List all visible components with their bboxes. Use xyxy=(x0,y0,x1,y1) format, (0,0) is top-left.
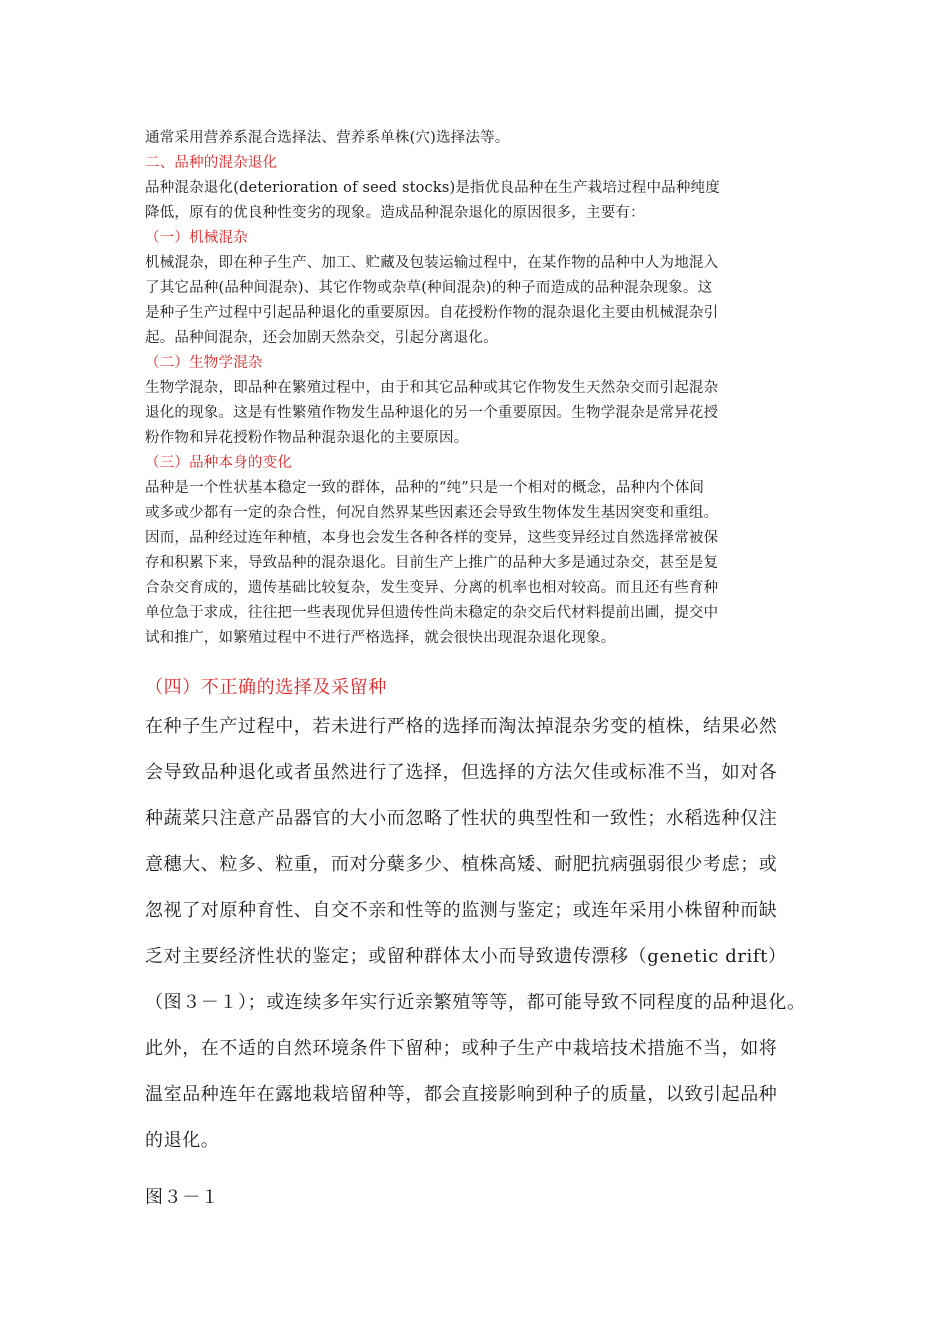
sub4-line-5: 忽视了对原种育性、自交不亲和性等的监测与鉴定；或连年采用小株留种而缺 xyxy=(145,900,778,921)
sub3-line-7: 试和推广，如繁殖过程中不进行严格选择，就会很快出现混杂退化现象。 xyxy=(145,630,616,646)
sub4-line-8: 此外，在不适的自然环境条件下留种；或种子生产中栽培技术措施不当，如将 xyxy=(145,1038,778,1059)
subsection-title-variety-change: （三）品种本身的变化 xyxy=(145,455,292,471)
section2-line-1: 品种混杂退化(deterioration of seed stocks)是指优良品种在生产栽培过程中品种纯度 xyxy=(145,180,720,196)
sub4-line-1: 在种子生产过程中，若未进行严格的选择而淘汰掉混杂劣变的植株，结果必然 xyxy=(145,716,778,737)
sub3-line-4: 存和积累下来，导致品种的混杂退化。目前生产上推广的品种大多是通过杂交，甚至是复 xyxy=(145,555,719,571)
subsection-title-mechanical-mixture: （一）机械混杂 xyxy=(145,230,248,246)
sub4-line-4: 意穗大、粒多、粒重，而对分蘖多少、植株高矮、耐肥抗病强弱很少考虑；或 xyxy=(145,854,778,875)
sub1-line-1: 机械混杂，即在种子生产、加工、贮藏及包装运输过程中，在某作物的品种中人为地混入 xyxy=(145,255,719,271)
sub4-line-7: （图３－１）；或连续多年实行近亲繁殖等等，都可能导致不同程度的品种退化。 xyxy=(145,992,806,1013)
sub2-line-3: 粉作物和异花授粉作物品种混杂退化的主要原因。 xyxy=(145,430,469,446)
sub3-line-1: 品种是一个性状基本稳定一致的群体，品种的“纯”只是一个相对的概念，品种内个体间 xyxy=(145,480,705,496)
sub3-line-5: 合杂交育成的，遗传基础比较复杂，发生变异、分离的机率也相对较高。而且还有些育种 xyxy=(145,580,719,596)
sub4-line-9: 温室品种连年在露地栽培留种等，都会直接影响到种子的质量，以致引起品种 xyxy=(145,1084,778,1105)
sub1-line-2: 了其它品种(品种间混杂)、其它作物或杂草(种间混杂)的种子而造成的品种混杂现象。这 xyxy=(145,280,713,296)
figure-label: 图３－１ xyxy=(145,1187,220,1208)
sub1-line-3: 是种子生产过程中引起品种退化的重要原因。自花授粉作物的混杂退化主要由机械混杂引 xyxy=(145,305,719,321)
sub4-line-3: 种蔬菜只注意产品器官的大小而忽略了性状的典型性和一致性；水稻选种仅注 xyxy=(145,808,778,829)
intro-line: 通常采用营养系混合选择法、营养系单株(穴)选择法等。 xyxy=(145,130,510,146)
sub4-line-2: 会导致品种退化或者虽然进行了选择，但选择的方法欠佳或标准不当，如对各 xyxy=(145,762,778,783)
sub3-line-6: 单位急于求成，往往把一些表现优异但遗传性尚未稳定的杂交后代材料提前出圃，提交中 xyxy=(145,605,719,621)
sub2-line-2: 退化的现象。这是有性繁殖作物发生品种退化的另一个重要原因。生物学混杂是常异花授 xyxy=(145,405,719,421)
subsection-title-biological-mixture: （二）生物学混杂 xyxy=(145,355,263,371)
subsection-title-improper-selection: （四）不正确的选择及采留种 xyxy=(145,677,387,698)
sub3-line-2: 或多或少都有一定的杂合性，何况自然界某些因素还会导致生物体发生基因突变和重组。 xyxy=(145,505,719,521)
sub3-line-3: 因而，品种经过连年种植，本身也会发生各种各样的变异，这些变异经过自然选择常被保 xyxy=(145,530,719,546)
sub1-line-4: 起。品种间混杂，还会加剧天然杂交，引起分离退化。 xyxy=(145,330,498,346)
section2-line-2: 降低，原有的优良种性变劣的现象。造成品种混杂退化的原因很多，主要有： xyxy=(145,205,645,221)
sub4-line-6: 乏对主要经济性状的鉴定；或留种群体太小而导致遗传漂移（genetic drift） xyxy=(145,946,787,967)
large-text-block xyxy=(145,704,825,1164)
sub2-line-1: 生物学混杂，即品种在繁殖过程中，由于和其它品种或其它作物发生天然杂交而引起混杂 xyxy=(145,380,719,396)
small-text-block xyxy=(145,126,815,651)
sub4-line-10: 的退化。 xyxy=(145,1130,220,1151)
section-title-varietal-mixture: 二、品种的混杂退化 xyxy=(145,155,278,171)
